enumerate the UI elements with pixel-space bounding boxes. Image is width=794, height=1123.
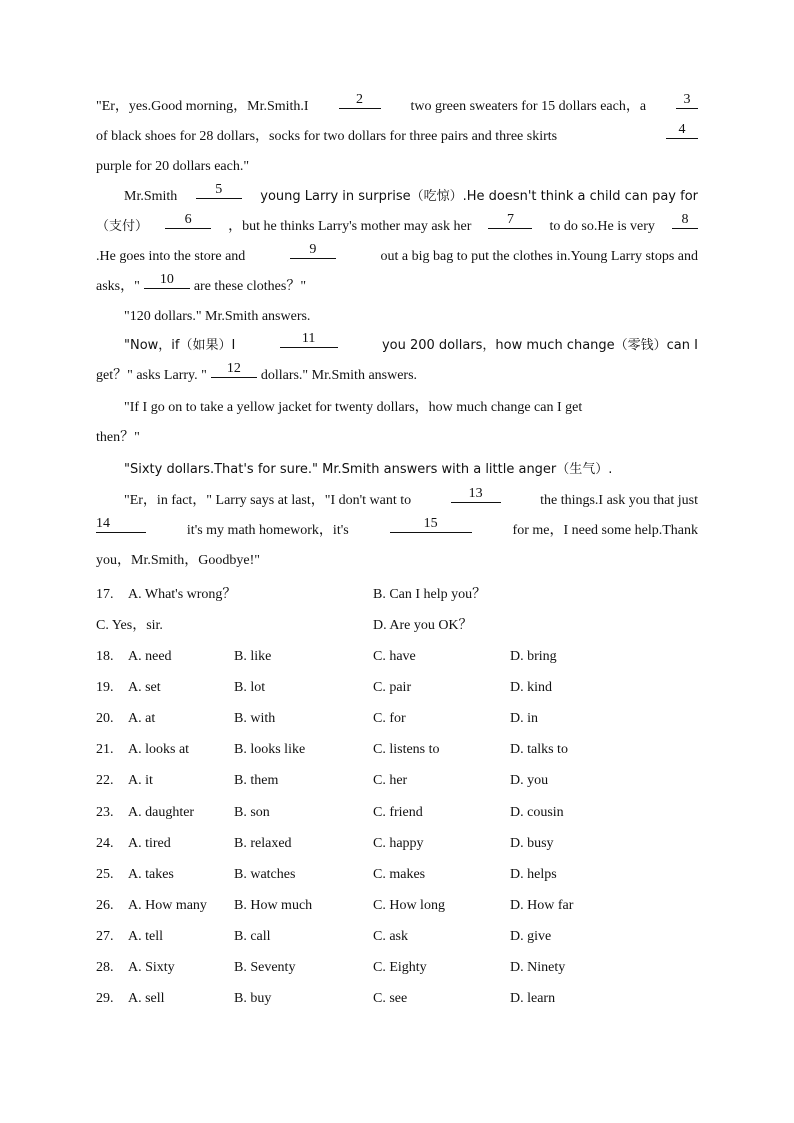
text-span: young Larry in surprise（吃惊）.He doesn't think a child can pay for <box>260 189 698 204</box>
option-d: D. you <box>510 773 549 789</box>
option-b: B. like <box>234 649 272 664</box>
option-d: D. busy <box>510 835 554 851</box>
text-line <box>96 546 698 576</box>
text-span: purple for 20 dollars each." <box>96 159 250 174</box>
paragraph-1 <box>96 92 698 182</box>
option-b: B. relaxed <box>234 835 292 851</box>
option-d: D. Are you OK？ <box>373 618 473 633</box>
option-c: C. makes <box>373 866 426 882</box>
question-number: 17. <box>96 587 114 602</box>
text-span: you 200 dollars，how much change（零钱）can I <box>381 338 698 353</box>
option-c: C. How long <box>373 897 445 913</box>
text-line <box>96 92 698 122</box>
option-b: B. How much <box>234 897 313 913</box>
text-line <box>96 182 698 212</box>
text-span: dollars." Mr.Smith answers. <box>260 368 418 383</box>
option-b: B. lot <box>234 680 266 696</box>
text-line <box>96 423 698 453</box>
text-span: "Now，if（如果）I <box>124 338 236 353</box>
option-b: B. son <box>234 804 270 820</box>
question-number: 26. <box>96 897 114 913</box>
blank-4: 4 <box>666 122 698 139</box>
option-d: D. kind <box>510 680 552 696</box>
option-a: A. Sixty <box>128 960 175 975</box>
blank-11: 11 <box>280 331 338 348</box>
option-d: D. helps <box>510 866 557 882</box>
question-number: 20. <box>96 711 114 727</box>
text-span: to do so.He is very <box>549 219 655 234</box>
option-c: C. listens to <box>373 742 440 758</box>
text-line <box>96 516 698 546</box>
option-b: B. looks like <box>234 742 306 758</box>
option-a: A. need <box>128 649 172 664</box>
text-span: it's my math homework，it's <box>186 523 349 538</box>
text-span: are these clothes？" <box>193 279 307 294</box>
text-span: .He goes into the store and <box>96 249 246 264</box>
text-line <box>96 242 698 272</box>
question-number: 23. <box>96 804 114 820</box>
option-d: D. talks to <box>510 742 568 758</box>
blank-5: 5 <box>196 182 242 199</box>
option-c: C. Yes，sir. <box>96 618 163 633</box>
text-span: "Er，in fact，" Larry says at last，"I don't want to <box>124 493 412 508</box>
text-span: for me，I need some help.Thank <box>512 523 698 538</box>
blank-2: 2 <box>339 92 381 109</box>
option-a: A. it <box>128 773 153 789</box>
option-b: B. Seventy <box>234 960 296 975</box>
text-span: out a big bag to put the clothes in.Young Larry stops and <box>380 249 698 264</box>
option-b: B. them <box>234 773 279 789</box>
text-span: ，but he thinks Larry's mother may ask her <box>228 219 472 234</box>
option-a: A. tired <box>128 835 171 851</box>
text-span: get？" asks Larry. " <box>96 368 207 383</box>
option-c: C. have <box>373 649 416 664</box>
text-span: two green sweaters for 15 dollars each，a <box>410 99 647 114</box>
blank-9: 9 <box>290 242 336 259</box>
option-b: B. buy <box>234 991 272 1007</box>
text-line <box>96 212 698 242</box>
question-number: 28. <box>96 960 114 975</box>
paragraph-5 <box>96 393 698 453</box>
option-a: A. sell <box>128 991 165 1007</box>
text-line <box>96 393 698 423</box>
question-number: 21. <box>96 742 114 758</box>
text-line <box>96 272 698 302</box>
paragraph-4 <box>96 331 698 391</box>
question-number: 19. <box>96 680 114 696</box>
blank-8: 8 <box>672 212 698 229</box>
blank-13: 13 <box>451 486 501 503</box>
text-line <box>96 486 698 516</box>
question-number: 25. <box>96 866 114 882</box>
blank-3: 3 <box>676 92 698 109</box>
text-span: "120 dollars." Mr.Smith answers. <box>124 309 311 324</box>
text-span: "If I go on to take a yellow jacket for twenty dollars，how much change can I get <box>124 400 583 415</box>
option-c: C. her <box>373 773 408 789</box>
option-c: C. friend <box>373 804 423 820</box>
text-line <box>96 331 698 361</box>
option-a: A. How many <box>128 897 207 913</box>
question-number: 27. <box>96 928 114 944</box>
text-span: then？" <box>96 430 140 445</box>
option-d: D. bring <box>510 649 557 664</box>
text-line <box>96 152 698 182</box>
question-number: 24. <box>96 835 114 851</box>
question-number: 22. <box>96 773 114 789</box>
option-c: C. for <box>373 711 406 727</box>
paragraph-3 <box>96 302 698 332</box>
blank-14: 14 <box>96 516 146 533</box>
blank-10: 10 <box>144 272 190 289</box>
option-d: D. in <box>510 711 538 727</box>
option-d: D. Ninety <box>510 960 566 975</box>
text-line <box>96 122 698 152</box>
option-c: C. pair <box>373 680 412 696</box>
option-a: A. What's wrong？ <box>128 587 237 602</box>
blank-6: 6 <box>165 212 211 229</box>
option-b: B. with <box>234 711 276 727</box>
text-line <box>96 361 698 391</box>
option-d: D. give <box>510 928 552 944</box>
option-a: A. at <box>128 711 156 727</box>
option-a: A. daughter <box>128 804 195 820</box>
paragraph-2 <box>96 182 698 302</box>
text-span: of black shoes for 28 dollars，socks for two dollars for three pairs and three skirts <box>96 129 558 144</box>
blank-7: 7 <box>488 212 532 229</box>
text-span: （支付） <box>96 219 149 234</box>
option-c: C. happy <box>373 835 424 851</box>
text-span: asks，" <box>96 279 140 294</box>
option-d: D. learn <box>510 991 556 1007</box>
text-span: "Er，yes.Good morning，Mr.Smith.I <box>96 99 309 114</box>
option-b: B. call <box>234 928 271 944</box>
paragraph-7 <box>96 486 698 576</box>
option-d: D. cousin <box>510 804 564 820</box>
option-d: D. How far <box>510 897 574 913</box>
option-c: C. see <box>373 991 408 1007</box>
text-line <box>96 455 698 485</box>
question-number: 29. <box>96 991 114 1007</box>
paragraph-6 <box>96 455 698 485</box>
text-span: you，Mr.Smith，Goodbye!" <box>96 553 260 568</box>
option-a: A. looks at <box>128 742 190 758</box>
option-a: A. tell <box>128 928 163 944</box>
option-a: A. takes <box>128 866 174 882</box>
option-b: B. watches <box>234 866 296 882</box>
option-c: C. ask <box>373 928 408 944</box>
text-span: Mr.Smith <box>124 189 178 204</box>
text-line <box>96 302 698 332</box>
option-c: C. Eighty <box>373 960 427 975</box>
text-span: "Sixty dollars.That's for sure." Mr.Smith answers with a little anger（生气）. <box>124 462 613 477</box>
option-b: B. Can I help you？ <box>373 587 487 602</box>
option-a: A. set <box>128 680 161 696</box>
blank-12: 12 <box>211 361 257 378</box>
blank-15: 15 <box>390 516 472 533</box>
question-number: 18. <box>96 649 114 664</box>
text-span: the things.I ask you that just <box>540 493 698 508</box>
